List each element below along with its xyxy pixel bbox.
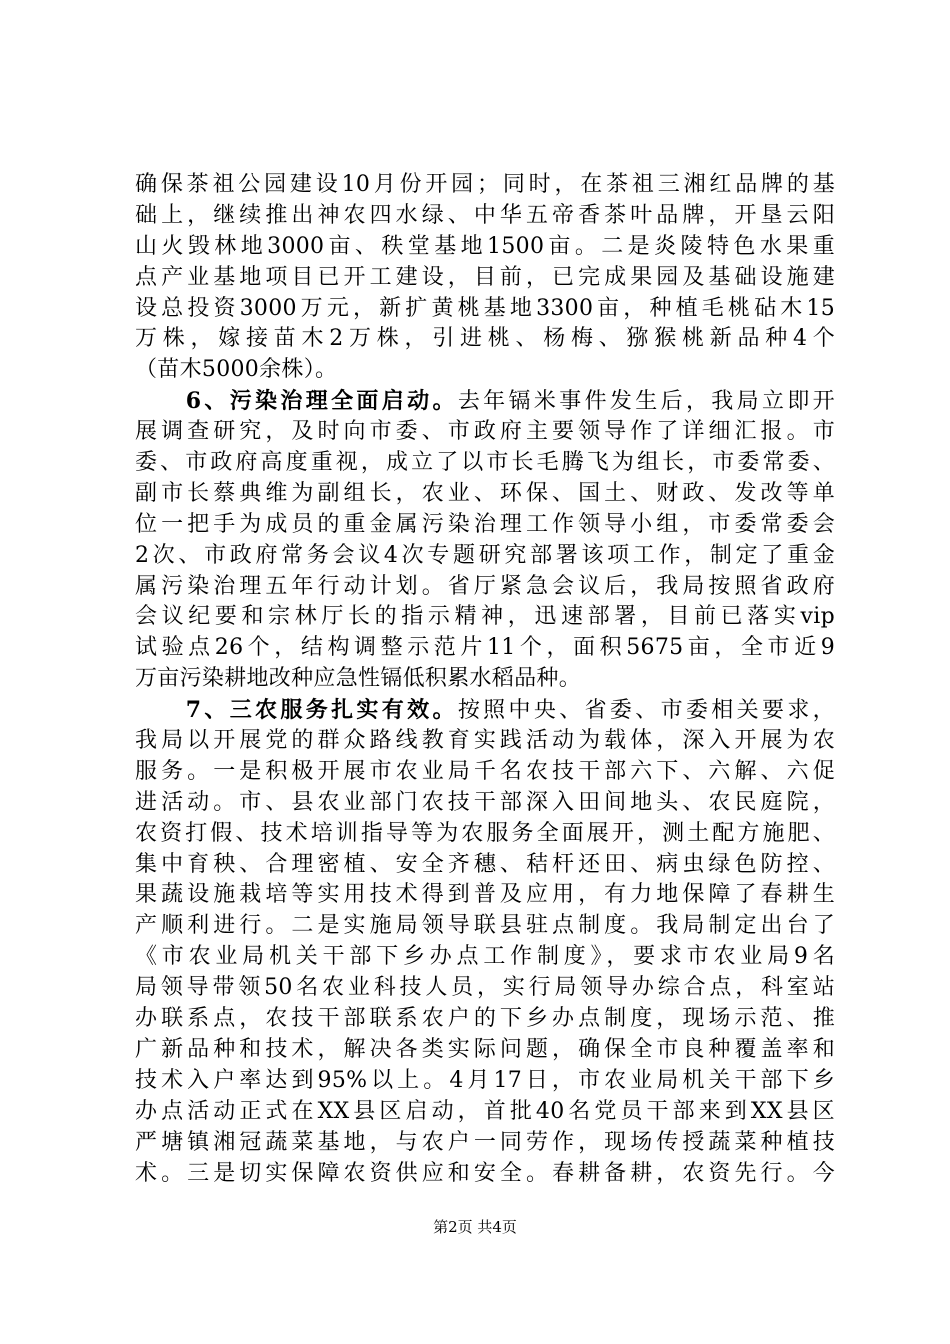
text-line: 会议纪要和宗林厅长的指示精神，迅速部署，目前已落实vip xyxy=(135,604,835,630)
text-line: 技术入户率达到95%以上。4月17日，市农业局机关干部下乡 xyxy=(135,1067,835,1093)
page-footer: 第2页 共4页 xyxy=(433,1218,517,1236)
text-line: 服务。一是积极开展市农业局千名农技干部六下、六解、六促 xyxy=(135,758,835,784)
text-line xyxy=(135,1189,835,1220)
text-line: 进活动。市、县农业部门农技干部深入田间地头、农民庭院， xyxy=(135,789,835,815)
text-line: 术。三是切实保障农资供应和安全。春耕备耕，农资先行。今 xyxy=(135,1160,835,1186)
text-line: 办点活动正式在XX县区启动，首批40名党员干部来到XX县区 xyxy=(135,1098,835,1124)
text-line: 位一把手为成员的重金属污染治理工作领导小组，市委常委会 xyxy=(135,511,835,537)
section-heading-rest: 去年镉米事件发生后，我局立即开 xyxy=(457,389,835,415)
section-heading-rest: 按照中央、省委、市委相关要求， xyxy=(457,698,835,724)
text-line: 我局以开展党的群众路线教育实践活动为载体，深入开展为农 xyxy=(135,728,835,754)
text-line: 产顺利进行。二是实施局领导联县驻点制度。我局制定出台了 xyxy=(135,913,835,939)
text-line: 属污染治理五年行动计划。省厅紧急会议后，我局按照省政府 xyxy=(135,573,835,599)
text-line: 试验点26个，结构调整示范片11个，面积5675亩，全市近9 xyxy=(135,635,835,661)
section-heading: 7、三农服务扎实有效。 xyxy=(135,697,458,724)
text-line: 万株，嫁接苗木2万株，引进桃、杨梅、猕猴桃新品种4个 xyxy=(135,326,835,352)
text-line: 础上，继续推出神农四水绿、中华五帝香茶叶品牌，开垦云阳 xyxy=(135,202,835,228)
text-line: 局领导带领50名农业科技人员，实行局领导办综合点，科室站 xyxy=(135,975,835,1001)
text-line: 农资打假、技术培训指导等为农服务全面展开，测土配方施肥、 xyxy=(135,820,835,846)
section-heading: 6、污染治理全面启动。 xyxy=(135,388,458,415)
text-line: 《市农业局机关干部下乡办点工作制度》，要求市农业局9名 xyxy=(135,944,835,970)
text-line: 2次、市政府常务会议4次专题研究部署该项工作，制定了重金 xyxy=(135,542,835,568)
text-line: 集中育秧、合理密植、安全齐穗、秸杆还田、病虫绿色防控、 xyxy=(135,851,835,877)
text-line: 展调查研究，及时向市委、市政府主要领导作了详细汇报。市 xyxy=(135,419,835,445)
text-line: 点产业基地项目已开工建设，目前，已完成果园及基础设施建 xyxy=(135,264,835,290)
text-line: 严塘镇湘冠蔬菜基地，与农户一同劳作，现场传授蔬菜种植技 xyxy=(135,1129,835,1155)
text-line: 万亩污染耕地改种应急性镉低积累水稻品种。 xyxy=(135,666,582,692)
text-line: 办联系点，农技干部联系农户的下乡办点制度，现场示范、推 xyxy=(135,1006,835,1032)
text-line: 设总投资3000万元，新扩黄桃基地3300亩，种植毛桃砧木15 xyxy=(135,295,835,321)
text-line: 副市长蔡典维为副组长，农业、环保、国土、财政、发改等单 xyxy=(135,480,835,506)
section-heading-line xyxy=(135,695,835,726)
text-line: 广新品种和技术，解决各类实际问题，确保全市良种覆盖率和 xyxy=(135,1036,835,1062)
text-line: 确保茶祖公园建设10月份开园；同时，在茶祖三湘红品牌的基 xyxy=(135,172,835,197)
text-line: 山火毁林地3000亩、秩堂基地1500亩。二是炎陵特色水果重 xyxy=(135,233,835,259)
text-line: （苗木5000余株）。 xyxy=(135,357,338,383)
section-heading-line xyxy=(135,386,835,417)
text-line: 委、市政府高度重视，成立了以市长毛腾飞为组长，市委常委、 xyxy=(135,450,835,476)
body-text xyxy=(135,170,835,1220)
text-line: 果蔬设施栽培等实用技术得到普及应用，有力地保障了春耕生 xyxy=(135,882,835,908)
